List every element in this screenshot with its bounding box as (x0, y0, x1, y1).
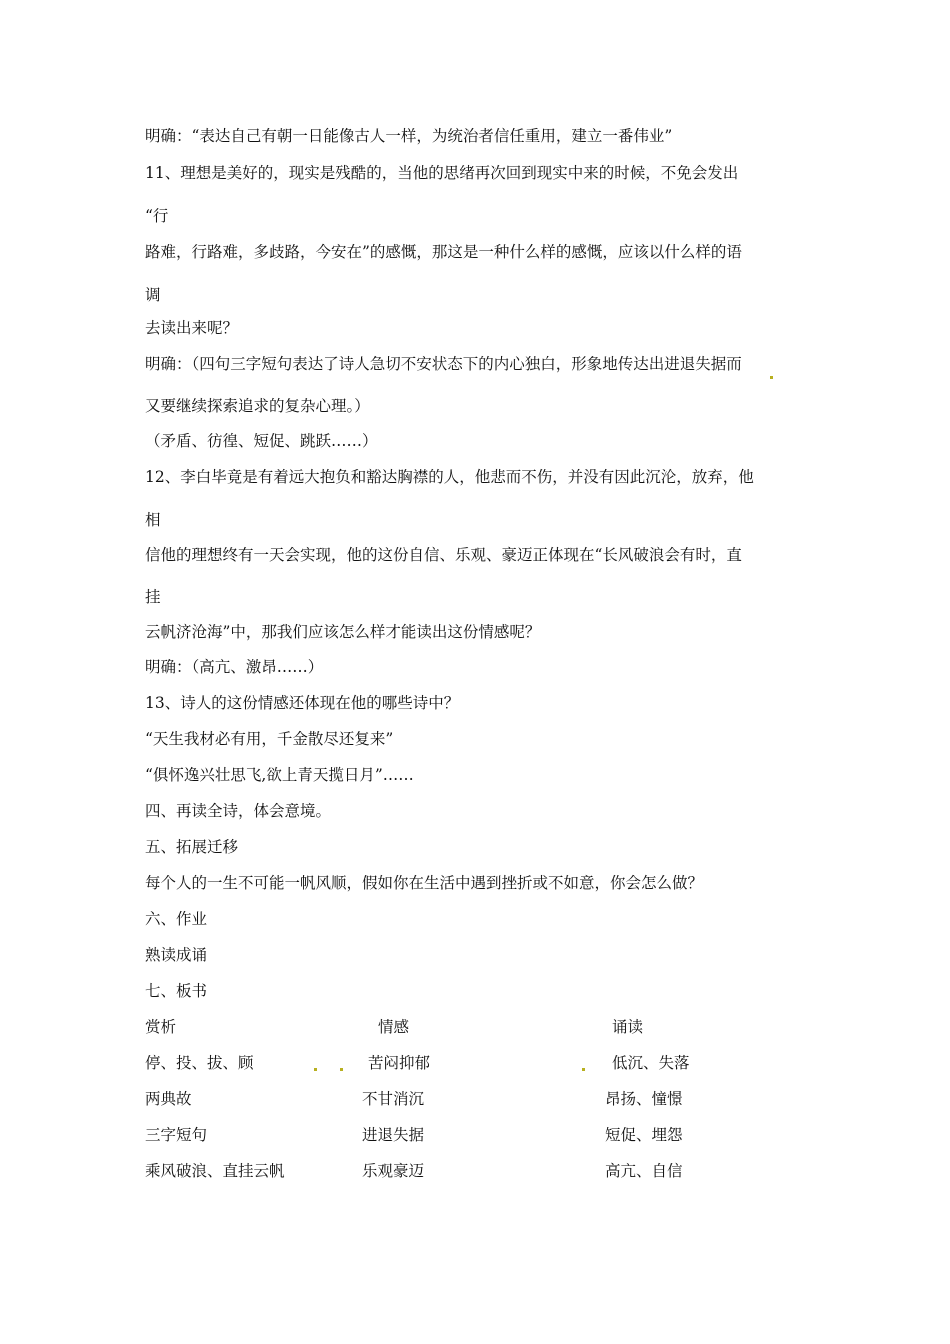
text-line: 熟读成诵 (145, 946, 208, 964)
board-cell: 不甘消沉 (362, 1090, 425, 1108)
scan-dot (340, 1068, 343, 1071)
text-line: 去读出来呢？ (145, 319, 239, 337)
text-line: 调 (145, 286, 161, 304)
board-cell: 乘风破浪、直挂云帆 (145, 1162, 285, 1180)
board-cell: 乐观豪迈 (362, 1162, 425, 1180)
text-line: “天生我材必有用，千金散尽还复来” (145, 730, 394, 748)
scan-dot (770, 376, 773, 379)
text-line: 云帆济沧海”中，那我们应该怎么样才能读出这份情感呢？ (145, 623, 541, 641)
text-line: 七、板书 (145, 982, 208, 1000)
scan-dot (582, 1068, 585, 1071)
text-line: 13、诗人的这份情感还体现在他的哪些诗中？ (145, 694, 460, 712)
text-line: 明确：（高亢、激昂……） (145, 658, 324, 676)
board-cell: 低沉、失落 (612, 1054, 690, 1072)
text-line: “行 (145, 207, 169, 225)
text-line: 明确：（四句三字短句表达了诗人急切不安状态下的内心独白，形象地传达出进退失据而 (145, 355, 742, 373)
text-line: 11、理想是美好的，现实是残酷的，当他的思绪再次回到现实中来的时候，不免会发出 (145, 164, 739, 182)
board-cell: 进退失据 (362, 1126, 425, 1144)
text-line: 路难，行路难，多歧路，今安在”的感慨，那这是一种什么样的感慨，应该以什么样的语 (145, 243, 742, 261)
board-cell: 昂扬、憧憬 (605, 1090, 683, 1108)
text-line: 明确：“表达自己有朝一日能像古人一样，为统治者信任重用，建立一番伟业” (145, 127, 673, 145)
scan-dot (314, 1068, 317, 1071)
text-line: 信他的理想终有一天会实现，他的这份自信、乐观、豪迈正体现在“长风破浪会有时，直 (145, 546, 742, 564)
text-line: 五、拓展迁移 (145, 838, 239, 856)
text-line: “俱怀逸兴壮思飞,欲上青天揽日月”…… (145, 766, 414, 784)
board-cell: 短促、埋怨 (605, 1126, 683, 1144)
board-cell: 停、投、拔、顾 (145, 1054, 254, 1072)
text-line: 相 (145, 511, 161, 529)
text-line: （矛盾、彷徨、短促、跳跃……） (145, 432, 378, 450)
text-line: 12、李白毕竟是有着远大抱负和豁达胸襟的人，他悲而不伤，并没有因此沉沦，放弃，他 (145, 468, 754, 486)
text-line: 又要继续探索追求的复杂心理。） (145, 397, 370, 415)
text-line: 每个人的一生不可能一帆风顺，假如你在生活中遇到挫折或不如意，你会怎么做？ (145, 874, 704, 892)
board-header: 诵读 (612, 1018, 644, 1036)
board-header: 情感 (378, 1018, 410, 1036)
text-line: 六、作业 (145, 910, 208, 928)
board-cell: 三字短句 (145, 1126, 208, 1144)
text-line: 挂 (145, 588, 161, 606)
text-line: 四、再读全诗，体会意境。 (145, 802, 332, 820)
board-cell: 苦闷抑郁 (368, 1054, 431, 1072)
board-header: 赏析 (145, 1018, 177, 1036)
board-cell: 高亢、自信 (605, 1162, 683, 1180)
board-cell: 两典故 (145, 1090, 192, 1108)
